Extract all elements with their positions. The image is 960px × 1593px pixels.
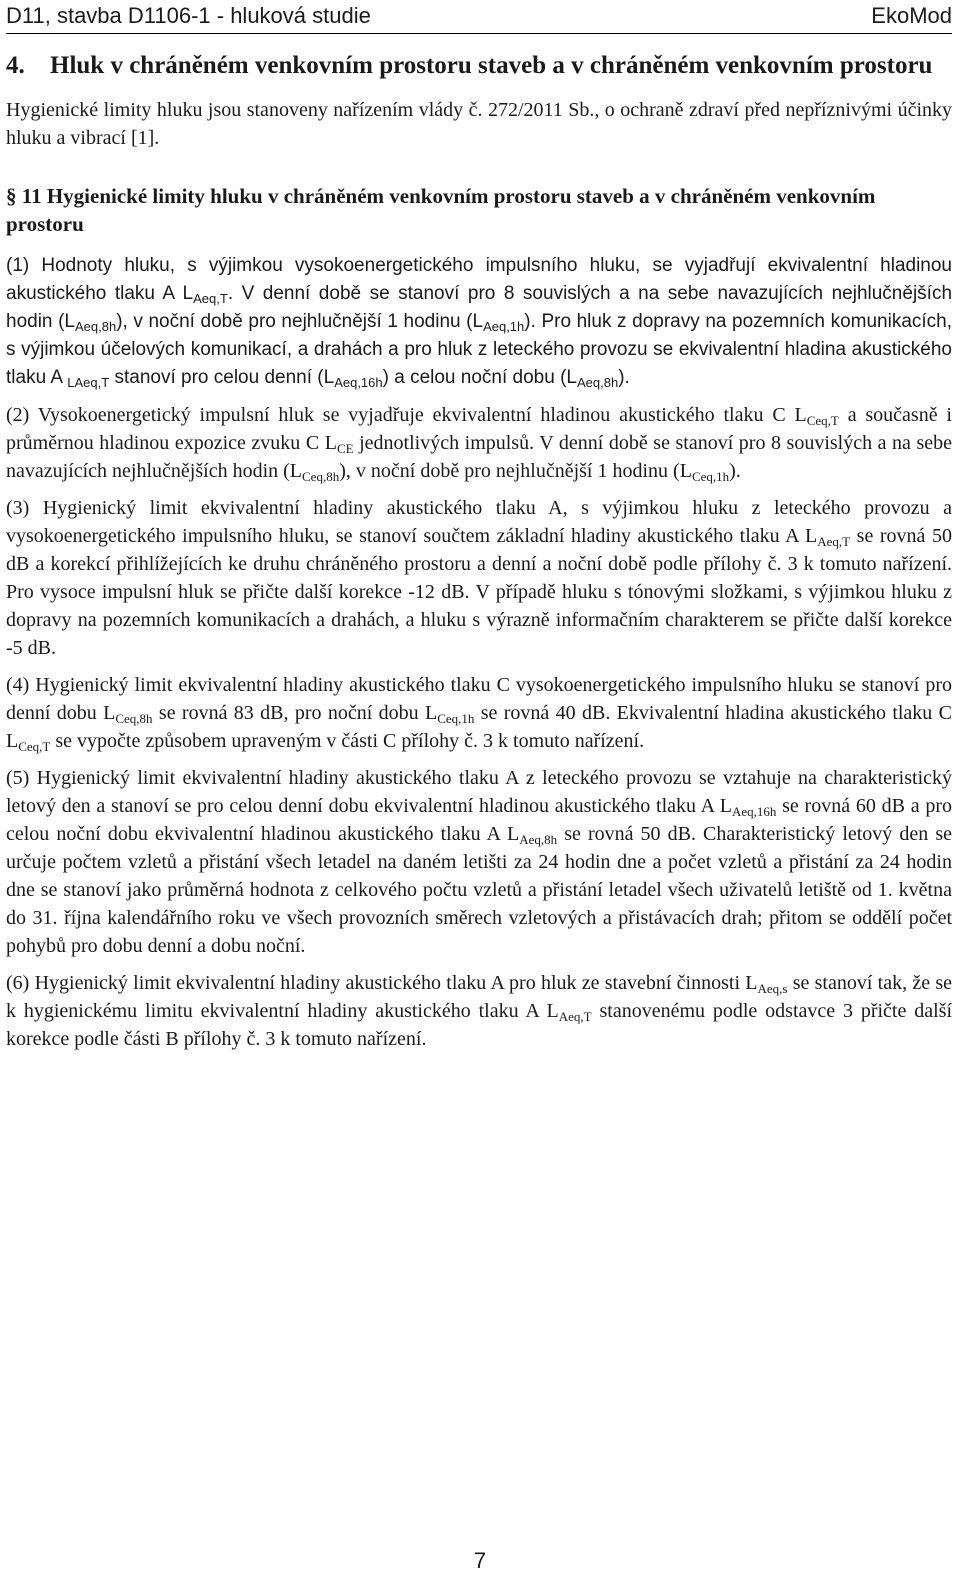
intro-paragraph: Hygienické limity hluku jsou stanoveny nařízením vlády č. 272/2011 Sb., o ochraně zdraví před nepříznivými účinky hluku a vibrací [1]. bbox=[6, 99, 952, 149]
section-title: 11 Hygienické limity hluku v chráněném venkovním prostoru staveb a v chráněném venkovním prostoru bbox=[6, 184, 876, 236]
paragraph-6: (6) Hygienický limit ekvivalentní hladiny akustického tlaku A pro hluk ze stavební činnosti $L_{Aeq,s}$ se stanoví tak, že se k hygienickému limitu ekvivalentní hladiny akustického tlaku A $L_{Aeq,T}$ stanovenému podle odstavce 3 přičte další korekce podle části B přílohy č. 3 k tomuto nařízení. bbox=[6, 972, 953, 1050]
section-symbol: § bbox=[6, 184, 17, 208]
page-header bbox=[6, 0, 952, 34]
page-content bbox=[6, 50, 952, 1062]
paragraph-3: (3) Hygienický limit ekvivalentní hladiny akustického tlaku A, s výjimkou hluku z leteckého provozu a vysokoenergetického impulsního hluku, se stanoví součtem základní hladiny akustického tlaku A $L_{Aeq,T}$ se rovná 50 dB a korekcí přihlížejících ke druhu chráněného prostoru a denní a noční době podle přílohy č. 3 k tomuto nařízení. Pro vysoce impulsní hluk se přičte další korekce -12 dB. V případě hluku s tónovými složkami, s výjimkou hluku z dopravy na pozemních komunikacích a drahách, a hluku s výrazně informačním charakterem se přičte další korekce -5 dB. bbox=[6, 497, 953, 659]
chapter-number: 4. bbox=[6, 52, 25, 79]
header-company: EkoMod bbox=[871, 3, 952, 28]
paragraph-2: (2) Vysokoenergetický impulsní hluk se vyjadřuje ekvivalentní hladinou akustického tlaku C $L_{Ceq,T}$ a současně i průměrnou hladinou expozice zvuku C $L_{CE}$ jednotlivých impulsů. V denní době se stanoví pro 8 souvislých a na sebe navazujících nejhlučnějších hodin $(L_{Ceq,8h})$, v noční době pro nejhlučnější 1 hodinu $(L_{Ceq,1h})$. bbox=[6, 404, 953, 484]
paragraph-5: (5) Hygienický limit ekvivalentní hladiny akustického tlaku A z leteckého provozu se vztahuje na charakteristický letový den a stanoví se pro celou denní dobu ekvivalentní hladinou akustického tlaku A $L_{Aeq,16h}$ se rovná 60 dB a pro celou noční dobu ekvivalentní hladinou akustického tlaku A $L_{Aeq,8h}$ se rovná 50 dB. Charakteristický letový den se určuje počtem vzletů a přistání všech letadel na daném letišti za 24 hodin dne a počet vzletů a přistání za 24 hodin dne se stanoví jako průměrná hodnota z celkového počtu vzletů a přistání letadel všech uživatelů letiště od 1. května do 31. října kalendářního roku ve všech provozních směrech vzletových a přistávacích drah; přitom se oddělí počet pohybů pro dobu denní a dobu noční. bbox=[6, 767, 952, 957]
section-heading bbox=[6, 182, 952, 238]
page-number: 7 bbox=[473, 1548, 487, 1573]
paragraph-4: (4) Hygienický limit ekvivalentní hladiny akustického tlaku C vysokoenergetického impulsního hluku se stanoví pro denní dobu $L_{Ceq,8h}$ se rovná 83 dB, pro noční dobu $L_{Ceq,1h}$ se rovná 40 dB. Ekvivalentní hladina akustického tlaku C $L_{Ceq,T}$ se vypočte způsobem upraveným v části C přílohy č. 3 k tomuto nařízení. bbox=[6, 674, 952, 754]
chapter-title: Hluk v chráněném venkovním prostoru staveb a v chráněném venkovním prostoru bbox=[50, 52, 933, 79]
chapter-heading bbox=[6, 50, 952, 82]
header-document-title: D11, stavba D1106-1 - hluková studie bbox=[6, 3, 371, 28]
paragraph-1: (1) Hodnoty hluku, s výjimkou vysokoenergetického impulsního hluku, se vyjadřují ekvivalentní hladinou akustického tlaku A $L_{Aeq,T}$. V denní době se stanoví pro 8 souvislých a na sebe navazujících nejhlučnějších hodin $(L_{Aeq,8h})$, v noční době pro nejhlučnější 1 hodinu $(L_{Aeq,1h})$. Pro hluk z dopravy na pozemních komunikacích, s výjimkou účelových komunikací, a drahách a pro hluk z leteckého provozu se ekvivalentní hladina akustického tlaku A $_{LAeq,T}$ stanoví pro celou denní $(L_{Aeq,16h})$ a celou noční dobu $(L_{Aeq,8h})$. bbox=[6, 255, 953, 390]
